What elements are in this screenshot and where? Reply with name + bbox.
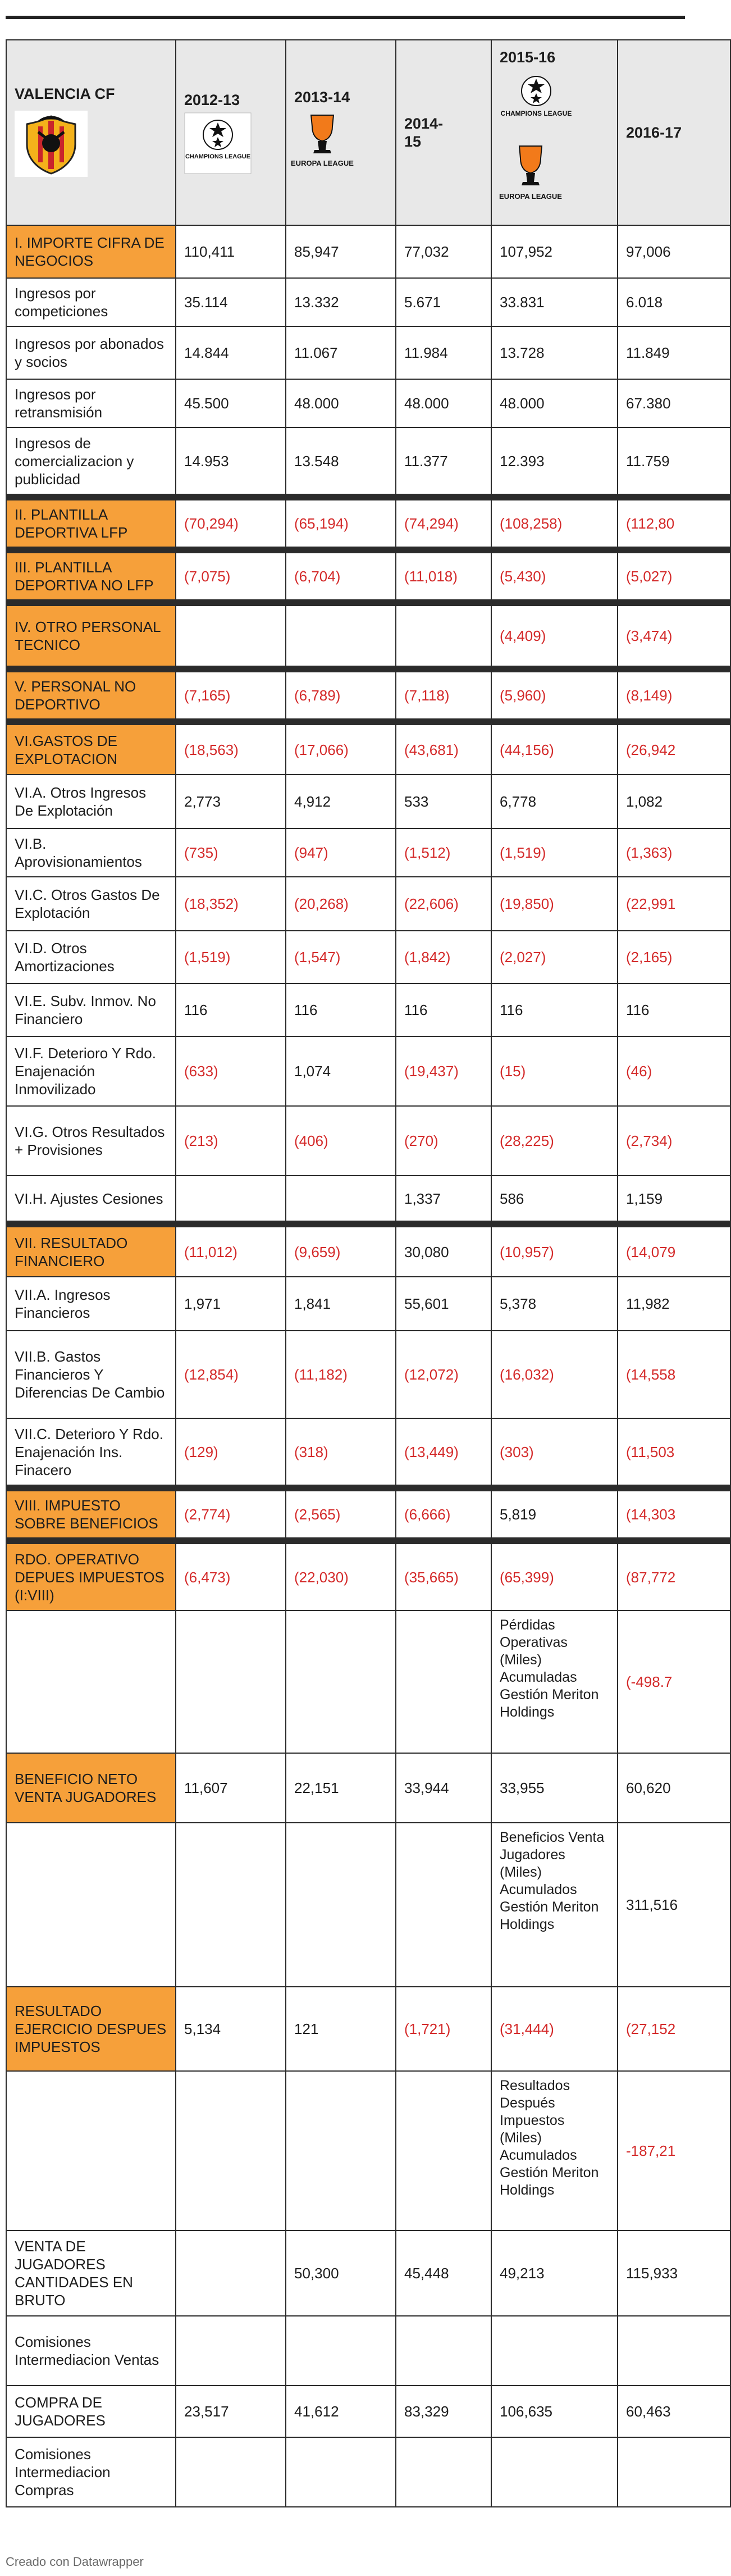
table-cell: -187,21 bbox=[618, 2071, 730, 2231]
row-label: Ingresos por retransmisión bbox=[6, 379, 176, 427]
table-cell: 48.000 bbox=[396, 379, 491, 427]
col-header-2013-14: 2013-14 EUROPA LEAGUE bbox=[286, 40, 396, 225]
badge-text: EUROPA LEAGUE bbox=[499, 192, 562, 201]
table-cell: (1,721) bbox=[396, 1987, 491, 2071]
table-cell: 116 bbox=[618, 984, 730, 1036]
table-row bbox=[6, 1331, 730, 1418]
table-cell bbox=[396, 603, 491, 669]
table-cell: (947) bbox=[286, 829, 396, 877]
table-cell: (70,294) bbox=[176, 497, 286, 550]
table-cell: (9,659) bbox=[286, 1224, 396, 1277]
row-label: VII. RESULTADO FINANCIERO bbox=[6, 1224, 176, 1277]
row-label: VIII. IMPUESTO SOBRE BENEFICIOS bbox=[6, 1488, 176, 1541]
row-label: VI.H. Ajustes Cesiones bbox=[6, 1176, 176, 1224]
table-cell: 586 bbox=[491, 1176, 618, 1224]
table-cell: 41,612 bbox=[286, 2386, 396, 2437]
table-cell: (7,075) bbox=[176, 550, 286, 603]
table-cell: 107,952 bbox=[491, 225, 618, 278]
row-label: Ingresos por competiciones bbox=[6, 278, 176, 326]
table-cell bbox=[286, 1176, 396, 1224]
table-cell: (1,519) bbox=[491, 829, 618, 877]
table-cell: 83,329 bbox=[396, 2386, 491, 2437]
table-cell: (129) bbox=[176, 1418, 286, 1488]
club-name: VALENCIA CF bbox=[15, 85, 115, 102]
table-cell bbox=[396, 1610, 491, 1753]
table-cell: 60,463 bbox=[618, 2386, 730, 2437]
table-cell: 1,082 bbox=[618, 775, 730, 829]
table-cell: (2,774) bbox=[176, 1488, 286, 1541]
table-row bbox=[6, 722, 730, 775]
table-cell bbox=[286, 1610, 396, 1753]
table-cell bbox=[176, 2437, 286, 2507]
table-cell: (406) bbox=[286, 1106, 396, 1176]
table-cell: (12,072) bbox=[396, 1331, 491, 1418]
table-cell: (12,854) bbox=[176, 1331, 286, 1418]
row-label: VI.G. Otros Resultados + Provisiones bbox=[6, 1106, 176, 1176]
table-cell: 49,213 bbox=[491, 2231, 618, 2316]
table-cell: (1,519) bbox=[176, 931, 286, 984]
table-cell: (735) bbox=[176, 829, 286, 877]
table-cell: 5,819 bbox=[491, 1488, 618, 1541]
table-cell: (14,303 bbox=[618, 1488, 730, 1541]
table-cell: 533 bbox=[396, 775, 491, 829]
table-cell: 45,448 bbox=[396, 2231, 491, 2316]
row-label bbox=[6, 1823, 176, 1987]
table-row bbox=[6, 1823, 730, 1987]
table-cell: Pérdidas Operativas (Miles) Acumuladas Gestión Meriton Holdings bbox=[491, 1610, 618, 1753]
table-row bbox=[6, 2437, 730, 2507]
table-row bbox=[6, 931, 730, 984]
table-cell: Beneficios Venta Jugadores (Miles) Acumulados Gestión Meriton Holdings bbox=[491, 1823, 618, 1987]
table-row bbox=[6, 775, 730, 829]
col-header-2014-15: 2014-15 bbox=[396, 40, 491, 225]
table-row bbox=[6, 427, 730, 497]
table-cell: (2,734) bbox=[618, 1106, 730, 1176]
table-cell: (65,399) bbox=[491, 1541, 618, 1610]
table-row bbox=[6, 1610, 730, 1753]
row-label: III. PLANTILLA DEPORTIVA NO LFP bbox=[6, 550, 176, 603]
row-label: BENEFICIO NETO VENTA JUGADORES bbox=[6, 1753, 176, 1823]
table-row bbox=[6, 1224, 730, 1277]
table-row bbox=[6, 2316, 730, 2386]
table-row bbox=[6, 2071, 730, 2231]
table-row bbox=[6, 379, 730, 427]
table-cell: 1,971 bbox=[176, 1277, 286, 1331]
table-cell: (2,165) bbox=[618, 931, 730, 984]
table-cell: 67.380 bbox=[618, 379, 730, 427]
row-label: VI.A. Otros Ingresos De Explotación bbox=[6, 775, 176, 829]
row-label: RDO. OPERATIVO DEPUES IMPUESTOS (I:VIII) bbox=[6, 1541, 176, 1610]
table-cell: (22,606) bbox=[396, 877, 491, 931]
table-cell: (6,704) bbox=[286, 550, 396, 603]
table-body bbox=[6, 225, 730, 2507]
table-cell bbox=[176, 603, 286, 669]
table-cell: (14,079 bbox=[618, 1224, 730, 1277]
table-cell: (10,957) bbox=[491, 1224, 618, 1277]
table-cell: (13,449) bbox=[396, 1418, 491, 1488]
table-cell: 14.844 bbox=[176, 326, 286, 379]
table-cell bbox=[618, 2316, 730, 2386]
table-cell: (318) bbox=[286, 1418, 396, 1488]
table-cell: 13.332 bbox=[286, 278, 396, 326]
table-cell: 22,151 bbox=[286, 1753, 396, 1823]
europa-league-logo-icon bbox=[500, 140, 561, 213]
finance-table bbox=[6, 39, 731, 2507]
table-cell: 116 bbox=[286, 984, 396, 1036]
table-cell bbox=[176, 1176, 286, 1224]
table-cell: 311,516 bbox=[618, 1823, 730, 1987]
table-cell: (3,474) bbox=[618, 603, 730, 669]
table-row bbox=[6, 877, 730, 931]
row-label: Comisiones Intermediacion Compras bbox=[6, 2437, 176, 2507]
row-label: VI.E. Subv. Inmov. No Financiero bbox=[6, 984, 176, 1036]
table-row bbox=[6, 1987, 730, 2071]
table-cell: 85,947 bbox=[286, 225, 396, 278]
table-row bbox=[6, 225, 730, 278]
row-label: VENTA DE JUGADORES CANTIDADES EN BRUTO bbox=[6, 2231, 176, 2316]
row-label: VI.GASTOS DE EXPLOTACION bbox=[6, 722, 176, 775]
table-cell bbox=[286, 2437, 396, 2507]
table-cell: 5.671 bbox=[396, 278, 491, 326]
table-cell: (213) bbox=[176, 1106, 286, 1176]
table-cell: (1,842) bbox=[396, 931, 491, 984]
table-cell: 11.759 bbox=[618, 427, 730, 497]
table-cell: (7,165) bbox=[176, 669, 286, 722]
table-cell: 60,620 bbox=[618, 1753, 730, 1823]
row-label: Ingresos de comercializacion y publicidad bbox=[6, 427, 176, 497]
table-cell bbox=[491, 2437, 618, 2507]
table-cell: (1,512) bbox=[396, 829, 491, 877]
row-label: I. IMPORTE CIFRA DE NEGOCIOS bbox=[6, 225, 176, 278]
table-cell: 116 bbox=[396, 984, 491, 1036]
table-cell: 35.114 bbox=[176, 278, 286, 326]
table-cell: 11,982 bbox=[618, 1277, 730, 1331]
table-row bbox=[6, 278, 730, 326]
table-cell: (11,012) bbox=[176, 1224, 286, 1277]
table-cell: (35,665) bbox=[396, 1541, 491, 1610]
table-cell: (28,225) bbox=[491, 1106, 618, 1176]
row-label: RESULTADO EJERCICIO DESPUES IMPUESTOS bbox=[6, 1987, 176, 2071]
table-cell bbox=[286, 2316, 396, 2386]
table-cell: 23,517 bbox=[176, 2386, 286, 2437]
table-cell bbox=[286, 2071, 396, 2231]
table-cell: (4,409) bbox=[491, 603, 618, 669]
table-cell: (5,027) bbox=[618, 550, 730, 603]
table-cell: 50,300 bbox=[286, 2231, 396, 2316]
table-row bbox=[6, 2386, 730, 2437]
club-header bbox=[6, 40, 176, 225]
table-cell: 11.849 bbox=[618, 326, 730, 379]
row-label: II. PLANTILLA DEPORTIVA LFP bbox=[6, 497, 176, 550]
table-row bbox=[6, 1541, 730, 1610]
table-cell bbox=[176, 2316, 286, 2386]
table-cell: (633) bbox=[176, 1036, 286, 1106]
row-label: VI.C. Otros Gastos De Explotación bbox=[6, 877, 176, 931]
table-cell: 116 bbox=[491, 984, 618, 1036]
row-label: VII.A. Ingresos Financieros bbox=[6, 1277, 176, 1331]
table-cell bbox=[286, 1823, 396, 1987]
row-label: VII.C. Deterioro Y Rdo. Enajenación Ins. Finacero bbox=[6, 1418, 176, 1488]
table-cell: (7,118) bbox=[396, 669, 491, 722]
col-header-2015-16: 2015-16 CHAMPIONS LEAGUE EUROPA LEAGUE bbox=[491, 40, 618, 225]
table-cell: (16,032) bbox=[491, 1331, 618, 1418]
champions-league-logo-icon bbox=[500, 70, 573, 137]
table-cell bbox=[286, 603, 396, 669]
table-cell: (74,294) bbox=[396, 497, 491, 550]
table-cell bbox=[396, 2071, 491, 2231]
table-cell: (44,156) bbox=[491, 722, 618, 775]
europa-league-logo-icon bbox=[291, 110, 354, 177]
table-cell: 48.000 bbox=[286, 379, 396, 427]
table-cell bbox=[396, 2316, 491, 2386]
badge-text: CHAMPIONS LEAGUE bbox=[500, 110, 572, 117]
table-cell bbox=[176, 1823, 286, 1987]
row-label: COMPRA DE JUGADORES bbox=[6, 2386, 176, 2437]
table-cell: (6,473) bbox=[176, 1541, 286, 1610]
table-cell: 11.984 bbox=[396, 326, 491, 379]
table-cell: 116 bbox=[176, 984, 286, 1036]
table-cell: (19,437) bbox=[396, 1036, 491, 1106]
table-cell: (22,030) bbox=[286, 1541, 396, 1610]
table-cell: 110,411 bbox=[176, 225, 286, 278]
top-rule bbox=[6, 16, 685, 19]
table-cell: (31,444) bbox=[491, 1987, 618, 2071]
table-row bbox=[6, 326, 730, 379]
table-row bbox=[6, 1036, 730, 1106]
row-label: VI.F. Deterioro Y Rdo. Enajenación Inmovilizado bbox=[6, 1036, 176, 1106]
badge-text: CHAMPIONS LEAGUE bbox=[185, 153, 251, 160]
table-row bbox=[6, 497, 730, 550]
table-cell: 6.018 bbox=[618, 278, 730, 326]
table-cell: (8,149) bbox=[618, 669, 730, 722]
table-cell: 97,006 bbox=[618, 225, 730, 278]
row-label: IV. OTRO PERSONAL TECNICO bbox=[6, 603, 176, 669]
badge-text: EUROPA LEAGUE bbox=[291, 159, 354, 167]
table-cell: (2,027) bbox=[491, 931, 618, 984]
table-cell: (2,565) bbox=[286, 1488, 396, 1541]
table-cell: (6,666) bbox=[396, 1488, 491, 1541]
footer-credit: Creado con Datawrapper bbox=[6, 2555, 144, 2569]
table-cell: (5,430) bbox=[491, 550, 618, 603]
table-cell: (65,194) bbox=[286, 497, 396, 550]
table-cell bbox=[491, 2316, 618, 2386]
row-label: VII.B. Gastos Financieros Y Diferencias De Cambio bbox=[6, 1331, 176, 1418]
table-row bbox=[6, 1488, 730, 1541]
table-cell: 5,134 bbox=[176, 1987, 286, 2071]
table-cell: (1,547) bbox=[286, 931, 396, 984]
table-cell bbox=[396, 1823, 491, 1987]
row-label: V. PERSONAL NO DEPORTIVO bbox=[6, 669, 176, 722]
table-cell: 30,080 bbox=[396, 1224, 491, 1277]
table-cell bbox=[618, 2437, 730, 2507]
table-cell bbox=[176, 2071, 286, 2231]
table-cell: 115,933 bbox=[618, 2231, 730, 2316]
table-row bbox=[6, 603, 730, 669]
table-cell: (19,850) bbox=[491, 877, 618, 931]
table-cell: (1,363) bbox=[618, 829, 730, 877]
table-row bbox=[6, 550, 730, 603]
table-row bbox=[6, 669, 730, 722]
table-cell: 33,955 bbox=[491, 1753, 618, 1823]
champions-league-logo-icon bbox=[184, 112, 252, 174]
table-row bbox=[6, 1277, 730, 1331]
table-row bbox=[6, 829, 730, 877]
table-cell: (270) bbox=[396, 1106, 491, 1176]
table-cell: (27,152 bbox=[618, 1987, 730, 2071]
table-row bbox=[6, 1106, 730, 1176]
table-cell: (14,558 bbox=[618, 1331, 730, 1418]
table-cell: 1,841 bbox=[286, 1277, 396, 1331]
table-cell: 11.377 bbox=[396, 427, 491, 497]
row-label: VI.B. Aprovisionamientos bbox=[6, 829, 176, 877]
table-cell: (26,942 bbox=[618, 722, 730, 775]
table-row bbox=[6, 2231, 730, 2316]
row-label bbox=[6, 2071, 176, 2231]
table-cell: (15) bbox=[491, 1036, 618, 1106]
col-header-2012-13: 2012-13 CHAMPIONS LEAGUE bbox=[176, 40, 286, 225]
table-cell: (43,681) bbox=[396, 722, 491, 775]
table-cell: 55,601 bbox=[396, 1277, 491, 1331]
row-label: Comisiones Intermediacion Ventas bbox=[6, 2316, 176, 2386]
table-cell: 77,032 bbox=[396, 225, 491, 278]
table-cell: (11,503 bbox=[618, 1418, 730, 1488]
table-cell: 1,074 bbox=[286, 1036, 396, 1106]
table-cell: Resultados Después Impuestos (Miles) Acumulados Gestión Meriton Holdings bbox=[491, 2071, 618, 2231]
table-cell: (87,772 bbox=[618, 1541, 730, 1610]
table-cell: 13.548 bbox=[286, 427, 396, 497]
table-row bbox=[6, 1753, 730, 1823]
table-cell bbox=[176, 2231, 286, 2316]
table-cell: 1,159 bbox=[618, 1176, 730, 1224]
table-cell: (6,789) bbox=[286, 669, 396, 722]
table-cell: (22,991 bbox=[618, 877, 730, 931]
table-cell: (11,182) bbox=[286, 1331, 396, 1418]
table-cell: 4,912 bbox=[286, 775, 396, 829]
col-header-2016-17: 2016-17 bbox=[618, 40, 730, 225]
table-cell: 1,337 bbox=[396, 1176, 491, 1224]
table-cell: 121 bbox=[286, 1987, 396, 2071]
table-cell: 12.393 bbox=[491, 427, 618, 497]
table-row bbox=[6, 1176, 730, 1224]
table-cell: 106,635 bbox=[491, 2386, 618, 2437]
table-cell: 5,378 bbox=[491, 1277, 618, 1331]
table-cell: 33,944 bbox=[396, 1753, 491, 1823]
table-cell: 6,778 bbox=[491, 775, 618, 829]
row-label: VI.D. Otros Amortizaciones bbox=[6, 931, 176, 984]
table-cell: 33.831 bbox=[491, 278, 618, 326]
table-cell: (11,018) bbox=[396, 550, 491, 603]
table-cell: (18,563) bbox=[176, 722, 286, 775]
table-cell: (108,258) bbox=[491, 497, 618, 550]
table-cell: 45.500 bbox=[176, 379, 286, 427]
table-container bbox=[6, 39, 685, 2507]
table-cell: 2,773 bbox=[176, 775, 286, 829]
table-cell bbox=[176, 1610, 286, 1753]
table-cell: 48.000 bbox=[491, 379, 618, 427]
table-row bbox=[6, 984, 730, 1036]
table-cell: (303) bbox=[491, 1418, 618, 1488]
table-cell: (112,80 bbox=[618, 497, 730, 550]
table-cell: 13.728 bbox=[491, 326, 618, 379]
table-cell bbox=[396, 2437, 491, 2507]
table-cell: 11.067 bbox=[286, 326, 396, 379]
table-cell: (20,268) bbox=[286, 877, 396, 931]
table-cell: (17,066) bbox=[286, 722, 396, 775]
table-cell: (5,960) bbox=[491, 669, 618, 722]
row-label: Ingresos por abonados y socios bbox=[6, 326, 176, 379]
row-label bbox=[6, 1610, 176, 1753]
table-cell: (46) bbox=[618, 1036, 730, 1106]
table-row bbox=[6, 1418, 730, 1488]
table-cell: 14.953 bbox=[176, 427, 286, 497]
table-cell: (18,352) bbox=[176, 877, 286, 931]
table-cell: (-498.7 bbox=[618, 1610, 730, 1753]
table-cell: 11,607 bbox=[176, 1753, 286, 1823]
valencia-crest-icon bbox=[15, 111, 88, 177]
